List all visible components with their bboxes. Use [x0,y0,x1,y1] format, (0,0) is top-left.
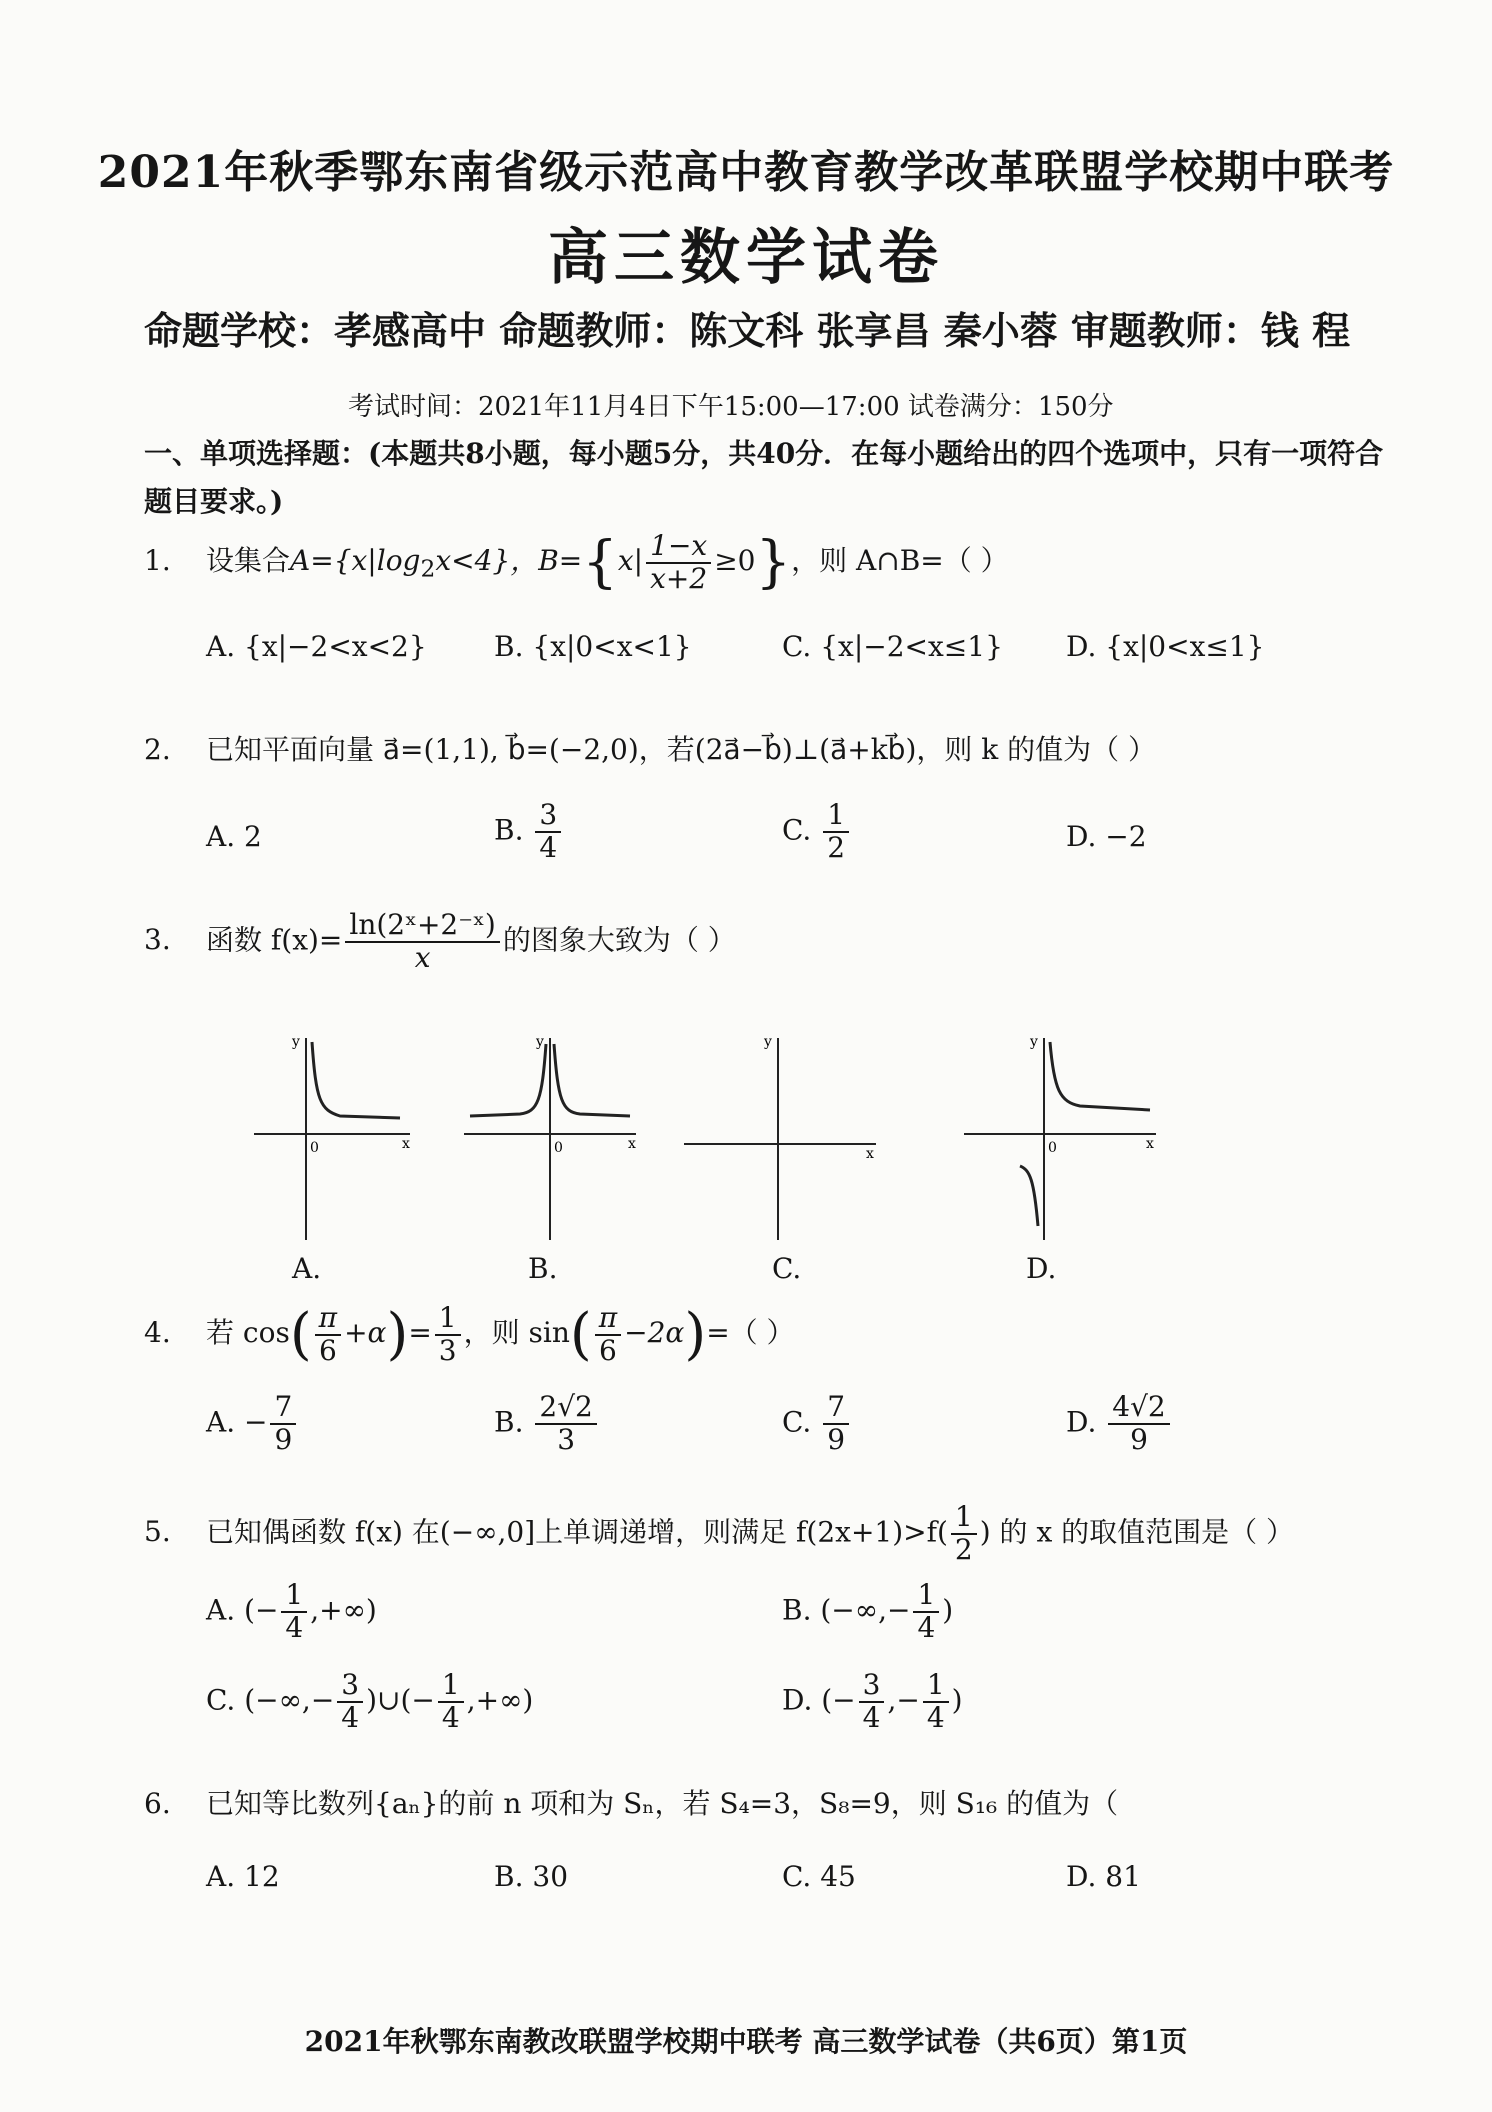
graph-b [460,1030,640,1250]
question-number: 5. [144,1515,171,1549]
exam-subtitle: 高三数学试卷 [548,223,944,293]
q1-option-a: A. {x|−2<x<2} [206,630,427,663]
svg-text:0: 0 [1048,1140,1057,1156]
graph-c [680,1030,880,1250]
question-2: 2. 已知平面向量 a⃗=(1,1), b⃗=(−2,0)，若(2a⃗−b⃗)⊥(a⃗+kb⃗)，则 k 的值为（ ） [144,733,1157,766]
question-number: 4. [144,1316,171,1349]
svg-text:x: x [402,1136,410,1152]
exam-title: 2021年秋季鄂东南省级示范高中教育教学改革联盟学校期中联考 [97,147,1395,198]
question-number: 3. [144,923,171,957]
svg-text:y: y [292,1034,300,1050]
q5-option-d: D. (− $\frac{3}{4}$ ,− $\frac{1}{4}$ ) [782,1668,963,1734]
svg-text:y: y [764,1034,772,1050]
q6-option-d: D. 81 [1066,1860,1141,1893]
fraction: $\frac{\text{ln(2ˣ+2⁻ˣ)}}{x}$ [345,910,499,974]
q4-option-c: C. $\frac{7}{9}$ [782,1392,852,1456]
question-number: 6. [144,1787,171,1820]
q4-option-b: B. $\frac{2√2}{3}$ [494,1392,600,1456]
q5-option-c: C. (−∞,− $\frac{3}{4}$ )∪(− $\frac{1}{4}$ ,+∞) [206,1668,534,1734]
question-number: 1. [144,544,171,577]
svg-text:y: y [1030,1034,1038,1050]
fraction: $\frac{1-x}{x+2}$ [646,531,711,595]
q1-option-b: B. {x|0<x<1} [494,630,692,663]
graph-d-label: D. [1026,1252,1057,1285]
exam-info: 考试时间：2021年11月4日下午15:00—17:00 试卷满分：150分 [348,392,1114,422]
authors-line: 命题学校：孝感高中 命题教师：陈文科 张享昌 秦小蓉 审题教师：钱 程 [144,308,1351,353]
q1-option-d: D. {x|0<x≤1} [1066,630,1265,663]
graph-d [960,1030,1160,1250]
graph-b-label: B. [528,1252,558,1285]
page-footer: 2021年秋鄂东南教改联盟学校期中联考 高三数学试卷（共6页）第1页 [304,2025,1188,2058]
graph-a-label: A. [292,1252,322,1285]
question-4: 4. 若 cos( $\frac{\pi}{6}$ +α)= $\frac{1}{3}$ ，则 sin( $\frac{\pi}{6}$ −2α)=（ ） [144,1300,795,1367]
question-number: 2. [144,733,171,766]
svg-text:0: 0 [554,1140,563,1156]
question-6: 6. 已知等比数列{aₙ}的前 n 项和为 Sₙ，若 S₄=3，S₈=9，则 S₁₆ 的值为（ [144,1787,1119,1820]
q2-option-c: C. $\frac{1}{2}$ [782,800,852,864]
question-1: 1. 设集合$A=\{x|\log_2x<4\}$，B={x| $\frac{1-x}{x+2}$ ≥0}，则 A∩B=（ ） [144,528,1009,595]
q4-option-a: A. − $\frac{7}{9}$ [206,1392,299,1456]
q1-option-c: C. {x|−2<x≤1} [782,630,1003,663]
question-3: 3. 函数 f(x)= $\frac{\text{ln(2ˣ+2⁻ˣ)}}{x}$ 的图象大致为（ ） [144,908,736,974]
svg-text:x: x [866,1146,874,1162]
q6-option-a: A. 12 [206,1860,280,1893]
q2-option-d: D. −2 [1066,820,1147,853]
q5-option-b: B. (−∞,− $\frac{1}{4}$ ) [782,1578,954,1644]
svg-text:0: 0 [310,1140,319,1156]
q2-option-a: A. 2 [206,820,262,853]
q4-option-d: D. $\frac{4√2}{9}$ [1066,1392,1173,1456]
q5-option-a: A. (− $\frac{1}{4}$ ,+∞) [206,1578,377,1644]
question-5: 5. 已知偶函数 f(x) 在(−∞,0]上单调递增，则满足 f(2x+1)>f( $\frac{1}{2}$ ) 的 x 的取值范围是（ ） [144,1500,1295,1566]
graph-c-label: C. [772,1252,802,1285]
q6-option-c: C. 45 [782,1860,856,1893]
svg-text:y: y [536,1034,544,1050]
section-heading: 一、单项选择题：(本题共8小题，每小题5分，共40分．在每小题给出的四个选项中，只有一项符合题目要求。) [144,437,1384,518]
graph-a [250,1030,420,1250]
svg-text:x: x [628,1136,636,1152]
q6-option-b: B. 30 [494,1860,569,1893]
svg-text:x: x [1146,1136,1154,1152]
q2-option-b: B. $\frac{3}{4}$ [494,800,564,864]
